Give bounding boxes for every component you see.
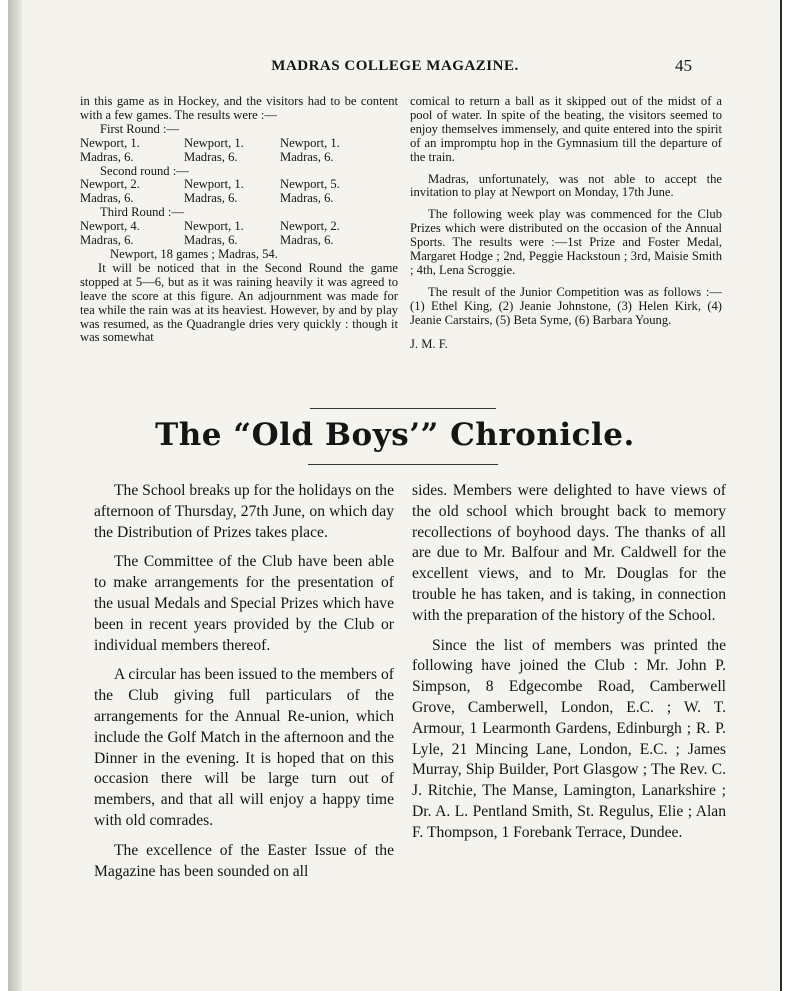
report-paragraph: Madras, unfortunately, was not able to accept the invitation to play at Newport on Monday, 17th June. xyxy=(410,171,722,200)
score-cell: Madras, 6. xyxy=(184,191,238,206)
round-label: Second round :— xyxy=(100,163,189,178)
score-total: Newport, 18 games ; Madras, 54. xyxy=(110,246,278,261)
chronicle-paragraph: The excellence of the Easter Issue of the Magazine has been sounded on all xyxy=(94,841,394,880)
round-label: Third Round :— xyxy=(100,205,184,220)
score-cell: Madras, 6. xyxy=(80,233,134,248)
scan-edge-shadow xyxy=(8,0,22,991)
score-cell: Madras, 6. xyxy=(80,191,134,206)
score-cell: Newport, 1. xyxy=(184,135,244,150)
chronicle-paragraph: A circular has been issued to the members of the Club giving full particulars of the arrangements for the Annual Re-union, which include the Golf Match in the afternoon and the Dinner in the evening. It is hoped that on this occasion there will be large turn out of members, and that all will enjoy a happy time with old comrades. xyxy=(94,666,394,829)
score-cell: Madras, 6. xyxy=(184,149,238,164)
score-cell: Madras, 6. xyxy=(280,149,334,164)
report-paragraph: The result of the Junior Competition was as follows :—(1) Ethel King, (2) Jeanie Johnstone, (3) Helen Kirk, (4) Jeanie Carstairs, (5) Beta Syme, (6) Barbara Young. xyxy=(410,284,722,327)
score-cell: Newport, 4. xyxy=(80,219,140,234)
chronicle-paragraph: sides. Members were delighted to have views of the old school which brought back to memory recollections of boyhood days. The thanks of all are due to Mr. Balfour and Mr. Caldwell for the excellent views, and to Mr. Douglas for the trouble he has taken, and is taking, in connection with the preparation of the history of the School. xyxy=(412,482,726,624)
report-paragraph: The following week play was commenced for the Club Prizes which were distributed on the occasion of the Annual Sports. The results were :—1st Prize and Foster Medal, Margaret Hodge ; 2nd, Peggie Hackstoun ; 3rd, Maisie Smith ; 4th, Lena Scroggie. xyxy=(410,207,722,277)
report-paragraph: It will be noticed that in the Second Round the game stopped at 5—6, but as it was raining heavily it was agreed to leave the score at this figure. An adjournment was made for tea while the rain was at its heaviest. However, by and by play was resumed, as the Quadrangle dries very quickly : though it was somewhat xyxy=(80,260,398,345)
chronicle-right-column xyxy=(412,481,726,844)
report-paragraph: comical to return a ball as it skipped out of the midst of a pool of water. In spite of the beating, the visitors seemed to enjoy themselves immensely, and quite entered into the spirit of an impromptu hop in the Gymnasium till the departure of the train. xyxy=(410,94,722,164)
chronicle-left-column xyxy=(94,481,394,882)
author-signature: J. M. F. xyxy=(410,336,448,351)
section-divider-bottom xyxy=(308,464,498,465)
report-intro: in this game as in Hockey, and the visitors had to be content with a few games. The results were :— xyxy=(80,94,398,122)
chronicle-paragraph: The School breaks up for the holidays on the afternoon of Thursday, 27th June, on which day the Distribution of Prizes takes place. xyxy=(94,482,394,541)
score-cell: Madras, 6. xyxy=(80,149,134,164)
report-right-column xyxy=(410,95,722,352)
section-divider-top xyxy=(310,408,496,409)
score-table xyxy=(80,220,398,248)
chronicle-heading: The “Old Boys’” Chronicle. xyxy=(155,417,635,453)
score-cell: Newport, 1. xyxy=(184,177,244,192)
score-cell: Newport, 5. xyxy=(280,177,340,192)
score-cell: Newport, 1. xyxy=(80,135,140,150)
running-header-title: MADRAS COLLEGE MAGAZINE. xyxy=(271,58,519,74)
score-table xyxy=(80,137,398,165)
score-cell: Madras, 6. xyxy=(280,191,334,206)
chronicle-paragraph: Since the list of members was printed the following have joined the Club : Mr. John P. Simpson, 8 Edgecombe Road, Camberwell Grove, Camberwell, London, E.C. ; W. T. Armour, 1 Learmonth Gardens, Edinburgh ; R. P. Lyle, 21 Mincing Lane, London, E.C. ; James Murray, Ship Builder, Port Glasgow ; The Rev. C. J. Ritchie, The Manse, Lamington, Lanarkshire ; Dr. A. L. Pentland Smith, St. Regulus, Elie ; Alan F. Thompson, 1 Forebank Terrace, Dundee. xyxy=(412,636,726,841)
report-left-column xyxy=(80,95,398,345)
score-cell: Madras, 6. xyxy=(184,233,238,248)
score-cell: Newport, 1. xyxy=(184,219,244,234)
score-cell: Newport, 1. xyxy=(280,135,340,150)
score-cell: Newport, 2. xyxy=(80,177,140,192)
chronicle-paragraph: The Committee of the Club have been able to make arrangements for the presentation of the usual Medals and Special Prizes which have been in recent years provided by the Club or individual members thereof. xyxy=(94,553,394,654)
score-cell: Madras, 6. xyxy=(280,233,334,248)
page-number: 45 xyxy=(675,56,692,75)
magazine-page xyxy=(8,0,782,991)
score-table xyxy=(80,178,398,206)
round-label: First Round :— xyxy=(100,121,180,136)
score-cell: Newport, 2. xyxy=(280,219,340,234)
